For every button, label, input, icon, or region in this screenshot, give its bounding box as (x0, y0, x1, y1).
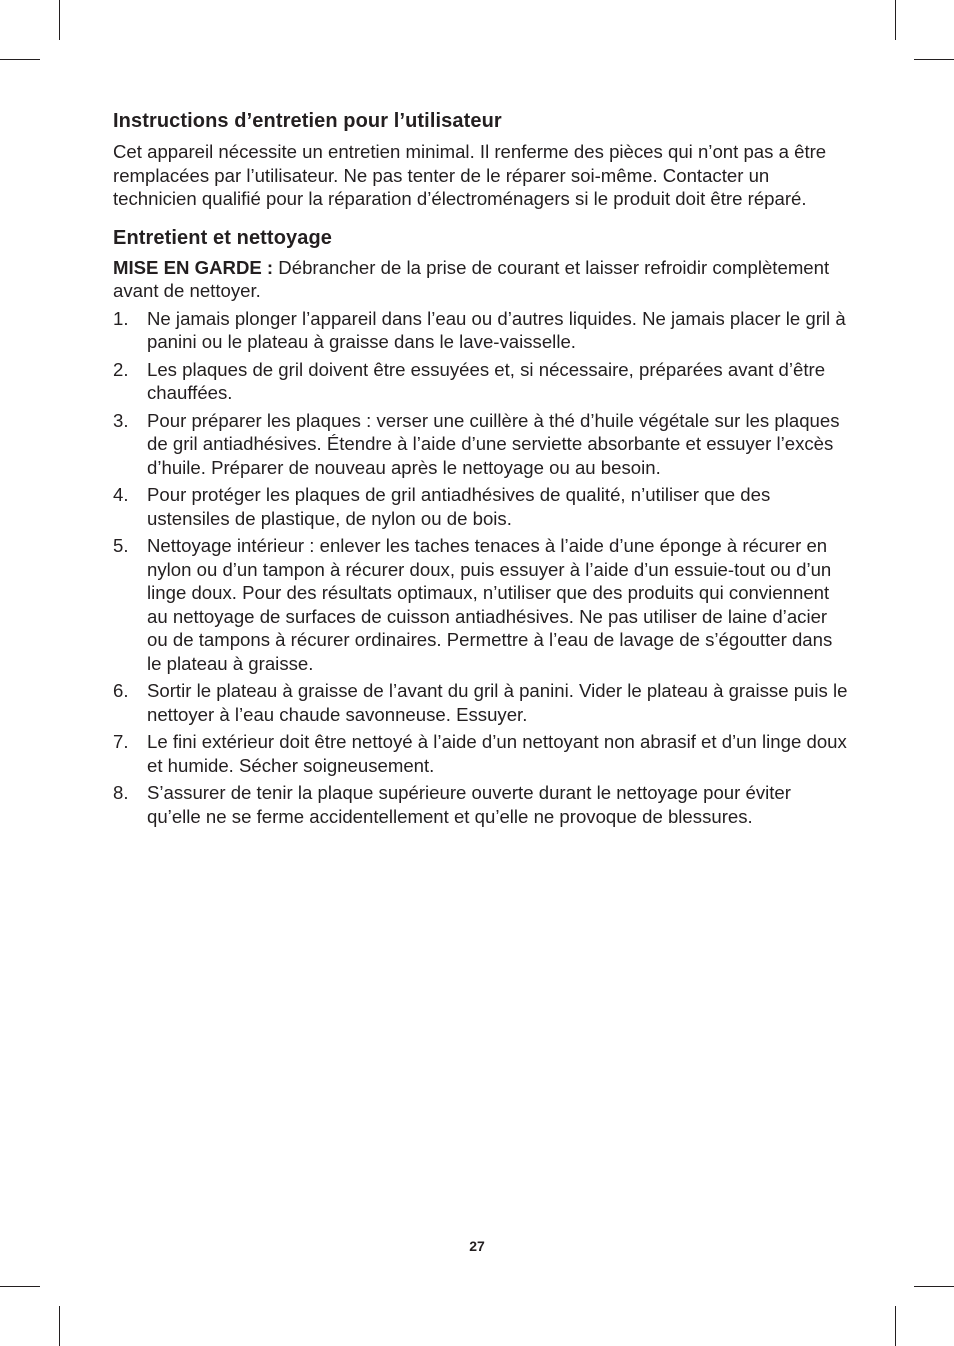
page-number: 27 (469, 1238, 485, 1254)
cleaning-steps-list (113, 307, 848, 829)
step-text: Pour protéger les plaques de gril antiadhésives de qualité, n’utiliser que des ustensiles de plastique, de nylon ou de bois. (147, 484, 771, 529)
list-item (113, 307, 848, 354)
crop-mark-top-left-horizontal (0, 59, 40, 60)
step-text: Pour préparer les plaques : verser une cuillère à thé d’huile végétale sur les plaques de gril antiadhésives. Étendre à l’aide d’une serviette absorbante et essuyer l’excès d’huile. Préparer de nouveau après le nettoyage ou au besoin. (147, 409, 840, 478)
caution-paragraph (113, 256, 848, 303)
step-text: Le fini extérieur doit être nettoyé à l’aide d’un nettoyant non abrasif et d’un linge doux et humide. Sécher soigneusement. (147, 731, 847, 776)
step-number: 8. (113, 782, 129, 803)
list-item (113, 534, 848, 675)
list-item (113, 679, 848, 726)
step-number: 5. (113, 535, 129, 556)
step-number: 3. (113, 409, 129, 431)
step-text: Ne jamais plonger l’appareil dans l’eau ou d’autres liquides. Ne jamais placer le gril à panini ou le plateau à graisse dans le lave-vaisselle. (147, 307, 846, 352)
maintenance-body: Cet appareil nécessite un entretien minimal. Il renferme des pièces qui n’ont pas a être remplacées par l’utilisateur. Ne pas tenter de le réparer soi-même. Contacter un technicien qualifié pour la réparation d’électroménagers si le produit doit être réparé. (113, 141, 827, 209)
crop-mark-bottom-right-horizontal (914, 1286, 954, 1287)
step-number: 2. (113, 358, 129, 380)
list-item (113, 409, 848, 480)
step-text: Nettoyage intérieur : enlever les taches tenaces à l’aide d’une éponge à récurer en nylon ou d’un tampon à récurer doux, puis essuyer à l’aide d’un essuie-tout ou d’un linge doux. Pour des résultats optimaux, n’utiliser que des produits qui conviennent au nettoyage de surfaces de cuisson antiadhésives. Ne pas utiliser de laine d’acier ou de tampons à récurer ordinaires. Permettre à l’eau de lavage de s’égoutter dans le plateau à graisse. (147, 535, 833, 674)
crop-mark-bottom-left-horizontal (0, 1286, 40, 1287)
crop-mark-bottom-right-vertical (895, 1306, 896, 1346)
step-number: 1. (113, 307, 129, 329)
list-item (113, 781, 848, 828)
step-number: 6. (113, 680, 129, 701)
maintenance-heading: Instructions d’entretien pour l’utilisateur (113, 110, 502, 132)
crop-mark-top-left-vertical (59, 0, 60, 40)
crop-mark-bottom-left-vertical (59, 1306, 60, 1346)
caution-label: MISE EN GARDE : (113, 256, 274, 278)
page-content (113, 108, 848, 832)
list-item (113, 730, 848, 777)
cleaning-heading: Entretient et nettoyage (113, 226, 332, 249)
crop-mark-top-right-vertical (895, 0, 896, 40)
step-text: Sortir le plateau à graisse de l’avant du gril à panini. Vider le plateau à graisse puis le nettoyer à l’eau chaude savonneuse. Essuyer. (147, 680, 848, 725)
crop-mark-top-right-horizontal (914, 59, 954, 60)
step-text: S’assurer de tenir la plaque supérieure ouverte durant le nettoyage pour éviter qu’elle ne se ferme accidentellement et qu’elle ne provoque de blessures. (147, 782, 791, 827)
step-number: 7. (113, 731, 129, 752)
caution-text: Débrancher de la prise de courant et laisser refroidir complètement avant de nettoyer. (113, 256, 830, 301)
step-number: 4. (113, 484, 129, 505)
list-item (113, 358, 848, 405)
list-item (113, 483, 848, 530)
step-text: Les plaques de gril doivent être essuyées et, si nécessaire, préparées avant d’être chauffées. (147, 358, 826, 403)
